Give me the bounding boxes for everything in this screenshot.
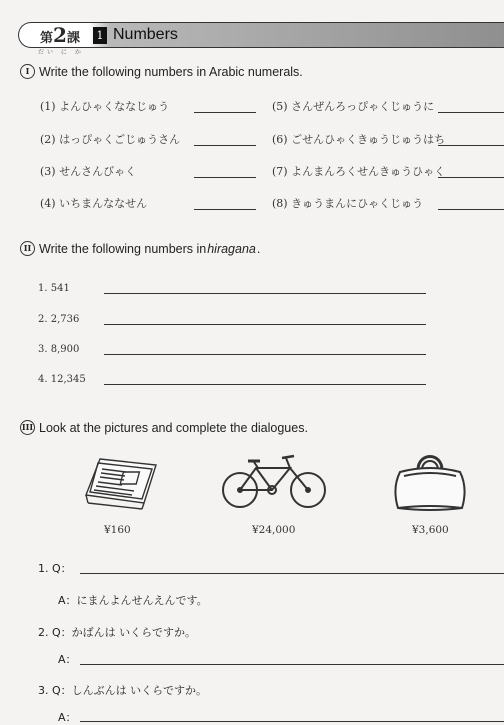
part3-instruction: Look at the pictures and complete the dialogues.	[39, 420, 308, 435]
page-title: Numbers	[113, 26, 178, 43]
answer-blank[interactable]	[104, 324, 426, 325]
part1-item-4: (4) いちまんななせん	[40, 197, 148, 210]
lesson-suffix: 課	[66, 31, 80, 46]
answer-blank[interactable]	[194, 177, 256, 178]
part2-item-3: 3. 8,900	[38, 344, 80, 355]
part2-instruction-suffix: .	[256, 241, 261, 256]
part2-item-4: 4. 12,345	[38, 374, 86, 385]
part1-item-5: (5) さんぜんろっぴゃくじゅうに	[272, 100, 435, 113]
part2-instruction-em: hiragana	[207, 241, 256, 256]
answer-blank[interactable]	[194, 145, 256, 146]
newspaper-price: ¥160	[104, 524, 131, 536]
bag-icon	[390, 450, 470, 514]
bag-price: ¥3,600	[412, 524, 449, 536]
dialogue-1-question	[38, 560, 72, 576]
part1-item-2: (2) はっぴゃくごじゅうさん	[40, 133, 181, 146]
dialogue-3-answer	[58, 709, 77, 725]
lesson-header-bar	[18, 22, 504, 48]
a-text: にまんよんせんえんです。	[76, 594, 208, 607]
part1-item-1: (1) よんひゃくななじゅう	[40, 100, 170, 113]
part2-item-1: 1. 541	[38, 283, 70, 294]
answer-blank[interactable]	[438, 112, 504, 113]
dialogue-1-answer	[58, 592, 208, 608]
dialogue-3-question	[38, 682, 207, 698]
part1-heading	[20, 64, 303, 79]
lesson-ruby: だい に か	[38, 49, 84, 56]
bicycle-price: ¥24,000	[252, 524, 296, 536]
answer-blank[interactable]	[194, 209, 256, 210]
answer-blank[interactable]	[194, 112, 256, 113]
lesson-prefix: 第	[40, 31, 54, 46]
bicycle-icon	[220, 452, 328, 512]
answer-blank[interactable]	[438, 145, 504, 146]
part1-item-3: (3) せんさんびゃく	[40, 165, 137, 178]
part1-instruction: Write the following numbers in Arabic numerals.	[39, 64, 303, 79]
answer-blank[interactable]	[438, 209, 504, 210]
part2-instruction-prefix: Write the following numbers in	[39, 241, 207, 256]
dialogue-2-question	[38, 624, 196, 640]
part3-heading	[20, 420, 308, 435]
a-label: A：	[58, 594, 77, 607]
q-label: 2. Q：	[38, 626, 72, 639]
a-label: A：	[58, 711, 77, 724]
section-chip: 1	[93, 27, 107, 44]
q-label: 1. Q：	[38, 562, 72, 575]
answer-blank[interactable]	[104, 354, 426, 355]
part3-badge: III	[20, 420, 35, 435]
part1-item-7: (7) よんまんろくせんきゅうひゃく	[272, 165, 446, 178]
answer-blank[interactable]	[104, 384, 426, 385]
q-text: しんぶんは いくらですか。	[71, 684, 208, 697]
part1-badge: I	[20, 64, 35, 79]
a-label: A：	[58, 653, 77, 666]
q-label: 3. Q：	[38, 684, 72, 697]
answer-blank[interactable]	[438, 177, 504, 178]
part1-item-8: (8) きゅうまんにひゃくじゅう	[272, 197, 424, 210]
part2-heading	[20, 241, 260, 256]
dialogue-2-answer	[58, 651, 77, 667]
answer-blank[interactable]	[80, 573, 504, 574]
answer-blank[interactable]	[104, 293, 426, 294]
lesson-number: 2	[53, 23, 67, 47]
q-text: かばんは いくらですか。	[71, 626, 197, 639]
part1-item-6: (6) ごせんひゃくきゅうじゅうはち	[272, 133, 446, 146]
answer-blank[interactable]	[80, 664, 504, 665]
part2-badge: II	[20, 241, 35, 256]
answer-blank[interactable]	[80, 721, 504, 722]
part2-item-2: 2. 2,736	[38, 314, 80, 325]
newspaper-icon	[84, 455, 160, 511]
